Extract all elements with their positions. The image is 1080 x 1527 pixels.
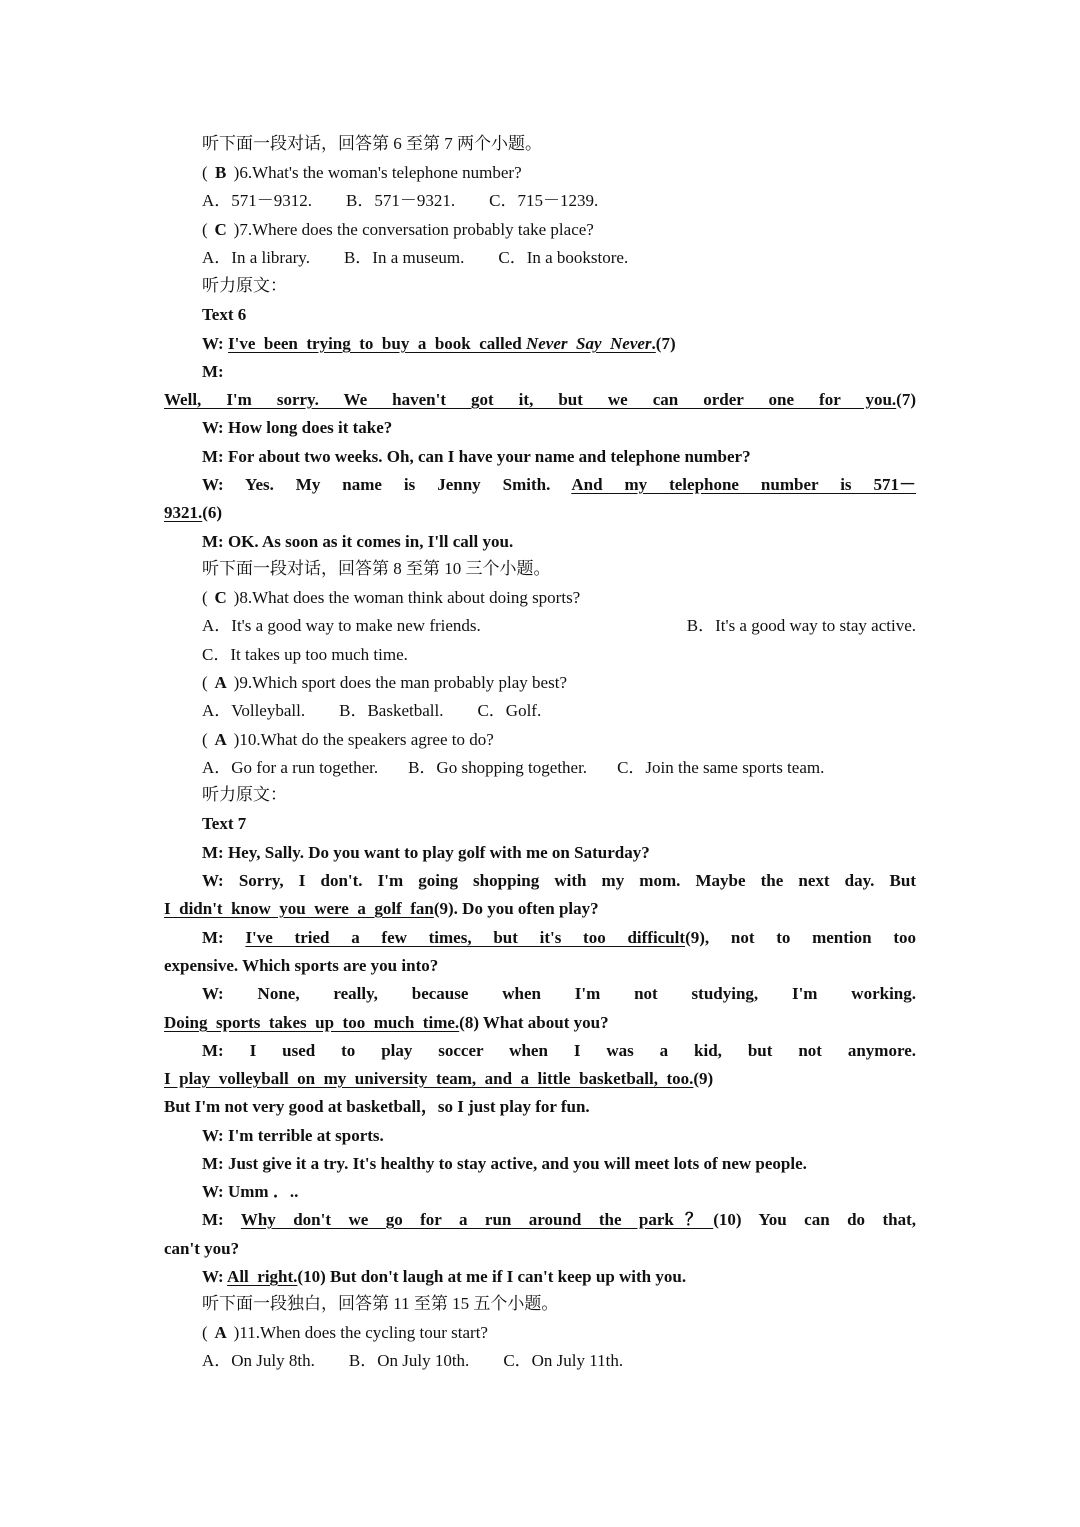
question-10-option-b: B．Go shopping together.: [408, 758, 588, 777]
underlined-answer-text: Well, I'm sorry. We haven't got it, but we can order one for you.: [164, 390, 897, 409]
question-8: ( C )8.What does the woman think about doing sports?: [202, 584, 916, 612]
dialogue-text: W: Yes. My name is Jenny Smith.: [202, 475, 572, 494]
speaker-m: M:: [202, 928, 246, 947]
question-9-option-b: B．Basketball.: [339, 701, 444, 720]
question-7-stem: 7.Where does the conversation probably take place?: [239, 220, 594, 239]
text6-line-4: W: How long does it take?: [202, 418, 393, 437]
question-10-option-c: C．Join the same sports team.: [617, 758, 825, 777]
speaker-w: W:: [202, 1267, 228, 1286]
answer-11: A: [214, 1323, 227, 1342]
dialogue-text: But don't laugh at me if I can't keep up with you.: [325, 1267, 687, 1286]
answer-7: C: [214, 220, 227, 239]
answer-8: C: [214, 588, 227, 607]
section-heading-6-7: 听下面一段对话，回答第 6 至第 7 两个小题。: [202, 134, 542, 153]
question-11-option-c: C．On July 11th.: [503, 1351, 624, 1370]
book-title: Never Say Never: [525, 334, 652, 353]
text6-line-8: M: OK. As soon as it comes in, I'll call you.: [202, 532, 514, 551]
dialogue-text: , not to mention too: [704, 928, 916, 947]
underlined-answer-text: Doing sports takes up too much time.: [164, 1013, 460, 1032]
speaker-w: W:: [202, 334, 228, 353]
underlined-answer-text: All right.: [227, 1267, 298, 1286]
question-9-option-c: C．Golf.: [477, 701, 542, 720]
question-8-option-a: A．It's a good way to make new friends.: [202, 616, 481, 635]
underlined-answer-text: And my telephone number is 571－: [571, 475, 916, 494]
text6-line-7: [164, 499, 916, 527]
question-6-option-c: C．715－1239.: [489, 191, 599, 210]
dialogue-text: . Do you often play?: [453, 899, 599, 918]
question-8-options-ab: [202, 612, 916, 640]
question-ref: (7): [896, 390, 916, 409]
transcript-label-1: 听力原文：: [202, 276, 287, 295]
answer-10: A: [214, 730, 227, 749]
question-9: ( A )9.Which sport does the man probably play best?: [202, 669, 916, 697]
transcript-label-2: 听力原文：: [202, 785, 287, 804]
question-11-stem: 11.When does the cycling tour start?: [239, 1323, 488, 1342]
underlined-answer-text: I play volleyball on my university team, and a little basketball, too.: [164, 1069, 694, 1088]
question-ref: (9): [433, 899, 454, 918]
question-11-options: [202, 1347, 916, 1375]
text7-line-10: But I'm not very good at basketball，so I just play for fun.: [164, 1097, 590, 1116]
question-11-option-a: A．On July 8th.: [202, 1351, 315, 1370]
text7-line-8: M: I used to play soccer when I was a kid, but not anymore.: [202, 1041, 916, 1060]
question-9-stem: 9.Which sport does the man probably play best?: [239, 673, 567, 692]
text7-line-12: M: Just give it a try. It's healthy to stay active, and you will meet lots of new people.: [202, 1154, 807, 1173]
text7-line-13: W: Umm ．..: [202, 1182, 299, 1201]
question-11-option-b: B．On July 10th.: [348, 1351, 470, 1370]
question-7-option-a: A．In a library.: [202, 248, 310, 267]
question-ref: (8): [459, 1013, 479, 1032]
question-7-option-c: C．In a bookstore.: [498, 248, 629, 267]
question-6-option-a: A．571－9312.: [202, 191, 313, 210]
question-10-options: [202, 754, 916, 782]
question-6-options: [202, 187, 916, 215]
text6-line-2: M:: [202, 362, 224, 381]
text7-title: Text 7: [202, 814, 247, 833]
question-9-option-a: A．Volleyball.: [202, 701, 306, 720]
text7-line-7: [164, 1009, 916, 1037]
question-7-options: [202, 244, 916, 272]
dialogue-text: What about you?: [478, 1013, 609, 1032]
answer-9: A: [214, 673, 227, 692]
underlined-answer-text: I didn't know you were a golf fan: [164, 899, 434, 918]
text7-line-3: [164, 895, 916, 923]
speaker-m: M:: [202, 1210, 241, 1229]
text7-line-6: W: None, really, because when I'm not studying, I'm working.: [202, 984, 916, 1003]
text6-line-6: [202, 471, 916, 499]
text7-line-14: [202, 1206, 916, 1234]
text7-line-9: [164, 1065, 916, 1093]
section-heading-8-10: 听下面一段对话，回答第 8 至第 10 三个小题。: [202, 559, 551, 578]
question-ref: (6): [202, 503, 223, 522]
underlined-answer-text: Why don't we go for a run around the park？: [240, 1210, 714, 1229]
question-9-options: [202, 697, 916, 725]
text7-line-2: W: Sorry, I don't. I'm going shopping with my mom. Maybe the next day. But: [202, 871, 916, 890]
text7-line-11: W: I'm terrible at sports.: [202, 1126, 384, 1145]
question-7: ( C )7.Where does the conversation probably take place?: [202, 216, 916, 244]
underlined-answer-text: I've tried a few times, but it's too difficult: [245, 928, 686, 947]
text7-line-1: M: Hey, Sally. Do you want to play golf with me on Saturday?: [202, 843, 650, 862]
underlined-period: .: [651, 334, 656, 353]
question-6-option-b: B．571－9321.: [346, 191, 456, 210]
text6-line-1: [202, 330, 916, 358]
text7-line-16: [202, 1263, 916, 1291]
question-8-option-b: B．It's a good way to stay active.: [686, 616, 916, 635]
question-8-option-c: C．It takes up too much time.: [202, 645, 408, 664]
text6-line-5: M: For about two weeks. Oh, can I have your name and telephone number?: [202, 447, 751, 466]
text7-line-5: expensive. Which sports are you into?: [164, 956, 439, 975]
question-ref: (9): [693, 1069, 714, 1088]
question-10-stem: 10.What do the speakers agree to do?: [239, 730, 494, 749]
question-8-stem: 8.What does the woman think about doing sports?: [239, 588, 581, 607]
question-10: ( A )10.What do the speakers agree to do?: [202, 726, 916, 754]
text7-line-4: [202, 924, 916, 952]
question-ref: (9): [685, 928, 705, 947]
question-11: ( A )11.When does the cycling tour start?: [202, 1319, 916, 1347]
section-heading-11-15: 听下面一段独白，回答第 11 至第 15 五个小题。: [202, 1294, 559, 1313]
dialogue-text: You can do that,: [741, 1210, 916, 1229]
question-7-option-b: B．In a museum.: [343, 248, 465, 267]
text6-title: Text 6: [202, 305, 247, 324]
question-ref: (10): [297, 1267, 326, 1286]
answer-6: B: [215, 163, 227, 182]
text6-line-3: [164, 386, 916, 414]
question-ref: (10): [713, 1210, 742, 1229]
question-10-option-a: A．Go for a run together.: [202, 758, 379, 777]
text7-line-15: can't you?: [164, 1239, 240, 1258]
question-6: ( B )6.What's the woman's telephone number?: [202, 159, 916, 187]
question-ref: (7): [655, 334, 676, 353]
underlined-answer-text: 9321.: [164, 503, 203, 522]
underlined-answer-text: I've been trying to buy a book called: [227, 334, 526, 353]
question-6-stem: 6.What's the woman's telephone number?: [239, 163, 522, 182]
